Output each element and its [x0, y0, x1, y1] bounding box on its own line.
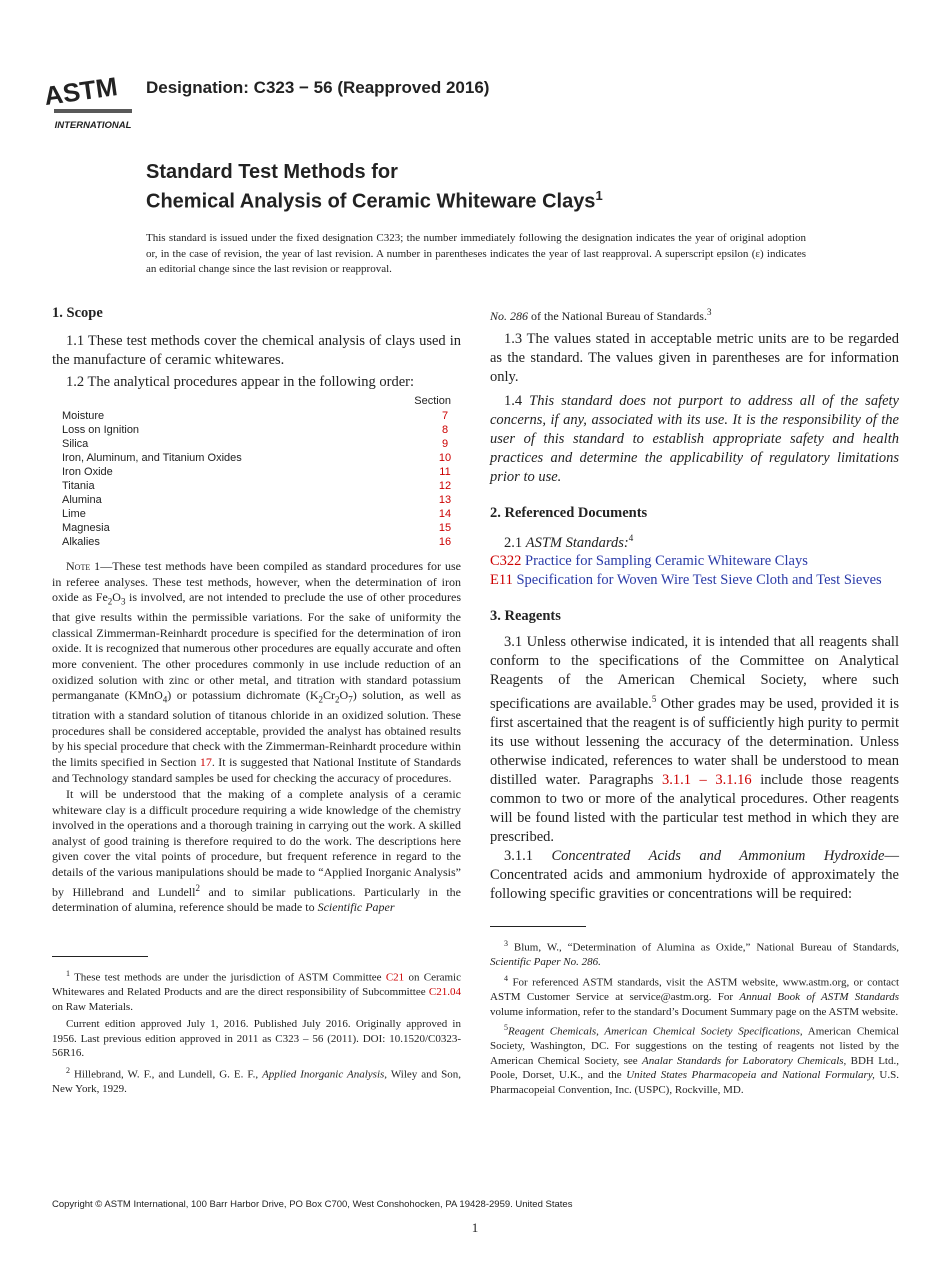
- para-1-4: [490, 392, 899, 487]
- toc-section-link[interactable]: 7: [441, 410, 449, 422]
- note-text-c: is involved, are not intended to preclude the use of other procedures that give results within the permissible variations. For the sake of uniformity the classical Zimmerman-Reinhardt procedure is specified for the determination of iron oxide. It is recognized that numerous other procedures are equally accurate and often more convenient. The other procedures commonly in use include reduction of an oxidized solution with zinc or other metal, and titration with standard potassium permanganate (KMnO: [52, 590, 461, 703]
- para-1-2: 1.2 The analytical procedures appear in the following order:: [66, 374, 415, 390]
- issuance-notice: This standard is issued under the fixed designation C323; the number immediately following the designation indicates the year of original adoption or, in the case of revision, the year of last revision. A number in parentheses indicates the year of last reapproval. A superscript epsilon (ε) indicates an editorial change since the last revision or reapproval.: [146, 232, 806, 275]
- para-3-1-text-c: include those reagents common to two or more of the analytical procedures. Other reagents will be found listed with the particular test method in which they are prescribed.: [490, 772, 900, 846]
- note-text-f: O: [339, 688, 349, 703]
- analysis-text-italic: Scientific Paper: [317, 900, 395, 915]
- fn4-marker: 4: [504, 973, 508, 983]
- footnotes-right: [490, 937, 899, 1097]
- toc-label: Loss on Ignition: [62, 424, 140, 436]
- astm-logo: [42, 58, 134, 132]
- ref-c322-code[interactable]: C322: [490, 553, 522, 570]
- fn5-italic-1: Reagent Chemicals, American Chemical Society Specifications,: [508, 1025, 803, 1038]
- toc-rows: [62, 409, 451, 549]
- analysis-text-b: and to similar publications. Particularly in the determination of alumina, reference should be made to: [52, 884, 462, 915]
- title-line-1: Standard Test Methods for: [146, 161, 398, 183]
- fn2-marker: 2: [66, 1065, 70, 1075]
- fn4-italic: Annual Book of ASTM Standards: [739, 991, 899, 1004]
- toc-row: [62, 535, 451, 549]
- analysis-text-a: It will be understood that the making of a complete analysis of a ceramic whiteware clay is a difficult procedure requiring a wide knowledge of the chemistry involved in the operations and a thorough training in carrying out the work. A skilled analyst of good training is therefore required to do the work. The descriptions here given cover the vital points of procedure, but frequent reference in regard to the details of the various manipulations should be made to “Applied Inorganic Analysis” by Hillebrand and Lundell: [52, 787, 461, 899]
- note-1: Note 1—These test methods have been compiled as standard procedures for use in referee analyses. These test methods, however, when the determination of iron oxide as $Fe_2O_3$ is involved, are not intended to preclude the use of other procedures that give results within the permissible variations. For the sake of uniformity the classical Zimmerman-Reinhardt procedure is specified for the determination of iron oxide. It is recognized that numerous other procedures are equally accurate and often more convenient. The other procedures commonly in use include reduction of an oxidized solution with zinc or other metal, and titration with standard potassium permanganate (KMnO$_4$) or potassium dichromate $(K_2Cr_2O_7)$ solution, as well as titration with a standard solution of titanous chloride in an oxidized solution. These procedures shall be considered acceptable, provided the analyst has obtained results by his special procedure that check with the Zimmerman-Reinhardt procedure within the limits specified in Section 17. It is suggested that National Institute of Standards and Technology standard samples be used for checking the accuracy of procedures.: [52, 559, 462, 785]
- right-column: [490, 305, 899, 1097]
- designation: Designation: C323 − 56 (Reapproved 2016): [146, 78, 490, 97]
- toc-label: Iron, Aluminum, and Titanium Oxides: [62, 452, 242, 464]
- toc-label: Titania: [62, 480, 95, 492]
- para-3-1-text-b: Other grades may be used, provided it is first ascertained that the reagent is of sufficiently high purity to permit its use without lessening the accuracy of the determination. Unless otherwise indicated, references to water shall be understood to mean distilled water. Paragraphs: [490, 696, 899, 789]
- para-3-1: [490, 633, 899, 847]
- fn2-text-b: , Wiley and Son, New York, 1929.: [52, 1068, 461, 1095]
- note-label: Note 1: [66, 559, 101, 573]
- fn1-text-b: on Ceramic Whitewares and Related Products and are the direct responsibility of Subcommittee: [52, 971, 461, 998]
- section-17-link[interactable]: 17: [199, 754, 212, 769]
- fn1-text-a: These test methods are under the jurisdiction of ASTM Committee: [70, 971, 386, 984]
- note-text-d: ) or potassium dichromate (K: [167, 688, 319, 703]
- note-text-a: —These test methods have been compiled as standard procedures for use in referee analyses. These test methods, however, when the determination of iron oxide as Fe: [52, 559, 462, 605]
- para-3-1-1-title: Concentrated Acids and Ammonium Hydroxide: [551, 848, 885, 865]
- para-2-1-num: 2.1: [504, 534, 526, 551]
- footnote-5: [490, 1021, 899, 1097]
- footnote-3-ref[interactable]: 3: [706, 307, 712, 317]
- fn5-text-b: BDH Ltd., Poole, Dorset, U.K., and the: [490, 1054, 899, 1082]
- para-1-3: 1.3 The values stated in acceptable metric units are to be regarded as the standard. The values given in parentheses are for information only.: [490, 330, 899, 385]
- analysis-paragraph: [52, 787, 461, 916]
- para-3-1-1-num: 3.1.1: [504, 848, 552, 865]
- toc-row: [62, 437, 451, 451]
- para-1-4-num: 1.4: [504, 392, 530, 409]
- toc-label: Iron Oxide: [62, 466, 113, 478]
- para-2-1: [490, 529, 899, 553]
- toc-section-link[interactable]: 13: [438, 494, 452, 506]
- procedures-table: [62, 395, 451, 549]
- para-2-1-text: ASTM Standards:: [525, 534, 629, 551]
- toc-section-link[interactable]: 15: [438, 522, 452, 534]
- footnote-rule-left: [52, 956, 148, 957]
- footnote-1-edition: Current edition approved July 1, 2016. Published July 2016. Originally approved in 1956. Last previous edition approved in 2011 as C323 – 56 (2011). DOI: 10.1520/C0323-56R16.: [52, 1018, 461, 1059]
- para-3-1-text-a: 3.1 Unless otherwise indicated, it is intended that all reagents shall conform to the specifications of the Committee on Analytical Reagents of the American Chemical Society, where such specifications are available.: [490, 634, 899, 713]
- toc-row: [62, 409, 451, 423]
- note-text-g: ) solution, as well as titration with a standard solution of titanous chloride in an oxidized solution. These procedures shall be considered acceptable, provided the analyst has obtained results by his special procedure that check with the Zimmerman-Reinhardt procedure within the limits specified in Section: [52, 688, 461, 769]
- toc-row: [62, 521, 451, 535]
- fn5-text-c: U.S. Pharmacopeial Convention, Inc. (USPC), Rockville, MD.: [490, 1069, 899, 1096]
- toc-label: Moisture: [62, 410, 105, 422]
- fn2-text-a: Hillebrand, W. F., and Lundell, G. E. F.,: [70, 1068, 263, 1081]
- toc-section-link[interactable]: 14: [438, 508, 452, 520]
- fn5-italic-2: Analar Standards for Laboratory Chemicals,: [641, 1054, 847, 1067]
- toc-section-link[interactable]: 10: [438, 452, 452, 464]
- toc-section-link[interactable]: 11: [439, 466, 451, 478]
- page-number: 1: [471, 1220, 479, 1235]
- fn5-marker: 5: [504, 1023, 508, 1033]
- ref-c322[interactable]: [490, 552, 899, 571]
- continuation-italic: No. 286: [490, 309, 529, 323]
- toc-label: Lime: [62, 508, 86, 520]
- continuation-text: of the National Bureau of Standards.: [528, 309, 707, 323]
- toc-row: [62, 479, 451, 493]
- toc-label: Silica: [62, 438, 89, 450]
- section-2-heading: 2. Referenced Documents: [490, 504, 648, 521]
- footnote-2: [52, 1064, 461, 1097]
- fn5-italic-3: United States Pharmacopeia and National Formulary,: [626, 1069, 875, 1082]
- toc-row: [62, 507, 451, 521]
- committee-c21-link[interactable]: C21: [385, 971, 405, 984]
- scope-continuation: [490, 305, 899, 325]
- document-title: [146, 160, 603, 214]
- left-column: [52, 305, 461, 1096]
- fn2-italic: Applied Inorganic Analysis: [262, 1068, 385, 1081]
- toc-section-link[interactable]: 12: [438, 480, 452, 492]
- paragraphs-3-1-1-link[interactable]: 3.1.1 – 3.1.16: [661, 772, 752, 789]
- toc-row: [62, 465, 451, 479]
- note-text-h: . It is suggested that National Institute of Standards and Technology standard samples be used for checking the accuracy of procedures.: [52, 754, 462, 785]
- ref-e11-code[interactable]: E11: [490, 572, 513, 589]
- footnote-2-ref[interactable]: 2: [195, 882, 200, 893]
- footnotes-left: [52, 967, 461, 1096]
- fn5-text-a: American Chemical Society, Washington, DC. For suggestions on the testing of reagents not listed by the American Chemical Society, see: [490, 1025, 900, 1067]
- toc-section-header: Section: [414, 395, 451, 407]
- fn1-marker: 1: [66, 968, 70, 978]
- logo-letters: ASTM: [42, 71, 120, 112]
- para-3-1-1: [490, 847, 899, 904]
- footnote-5-ref[interactable]: 5: [651, 694, 657, 705]
- para-1-1: 1.1 These test methods cover the chemical analysis of clays used in the manufacture of ceramic whitewares.: [52, 333, 461, 368]
- toc-section-link[interactable]: 8: [441, 424, 449, 436]
- fn4-text-a: For referenced ASTM standards, visit the ASTM website, www.astm.org, or contact ASTM Customer Service at service@astm.org. For: [490, 976, 899, 1004]
- copyright-line: Copyright © ASTM International, 100 Barr Harbor Drive, PO Box C700, West Conshohocken, PA 19428-2959. United States: [52, 1199, 573, 1210]
- toc-row: [62, 423, 451, 437]
- footnote-rule-right: [490, 926, 586, 927]
- title-footnote-ref[interactable]: 1: [595, 188, 603, 203]
- fn3-text: Blum, W., “Determination of Alumina as Oxide,” National Bureau of Standards,: [508, 941, 899, 954]
- logo-org: INTERNATIONAL: [54, 120, 132, 131]
- para-3-1-1-text: —Concentrated acids and ammonium hydroxide of approximately the following specific gravities or concentrations will be required:: [490, 848, 899, 903]
- fn4-text-b: volume information, refer to the standard’s Document Summary page on the ASTM website.: [490, 1005, 899, 1018]
- footnote-4: [490, 972, 899, 1019]
- note-text-e: Cr: [323, 688, 336, 703]
- note-text-b: O: [112, 590, 121, 605]
- footnote-1: [52, 967, 461, 1014]
- fn1-text-c: on Raw Materials.: [52, 1000, 133, 1013]
- toc-row: [62, 493, 451, 507]
- para-1-4-text: This standard does not purport to address all of the safety concerns, if any, associated with its use. It is the responsibility of the user of this standard to establish appropriate safety and health practices and determine the applicability of regulatory limitations prior to use.: [490, 392, 899, 485]
- fn3-marker: 3: [504, 939, 508, 949]
- ref-c322-title[interactable]: Practice for Sampling Ceramic Whiteware Clays: [521, 553, 808, 570]
- title-line-2: [146, 184, 603, 214]
- ref-e11[interactable]: [490, 571, 899, 590]
- section-3-heading: 3. Reagents: [490, 608, 561, 625]
- subcommittee-c21-04-link[interactable]: C21.04: [428, 986, 461, 998]
- toc-label: Alkalies: [62, 536, 100, 548]
- toc-label: Magnesia: [62, 522, 110, 534]
- toc-section-link[interactable]: 9: [441, 438, 449, 450]
- toc-row: [62, 451, 451, 465]
- title-line-2-text: Chemical Analysis of Ceramic Whiteware Clays: [146, 190, 596, 213]
- footnote-4-ref[interactable]: 4: [628, 532, 634, 543]
- ref-e11-title[interactable]: Specification for Woven Wire Test Sieve Cloth and Test Sieves: [512, 572, 882, 589]
- section-1-heading: 1. Scope: [52, 305, 103, 321]
- toc-section-link[interactable]: 16: [438, 536, 452, 548]
- footnote-3: [490, 937, 899, 970]
- toc-label: Alumina: [62, 494, 102, 506]
- fn3-italic: Scientific Paper No. 286.: [490, 956, 601, 969]
